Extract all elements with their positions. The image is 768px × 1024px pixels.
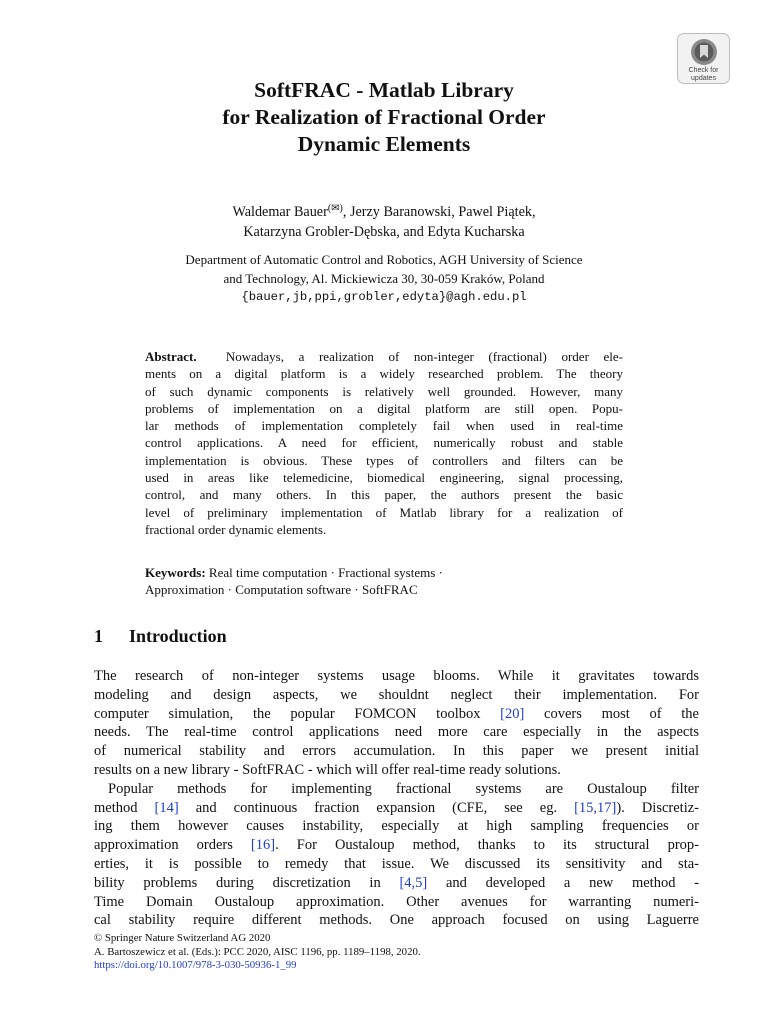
body-line: Popular methods for implementing fractional systems are Oustaloup filter xyxy=(108,780,699,797)
citation-link[interactable]: [14] xyxy=(154,799,179,816)
keywords-line-1: Real time computation · Fractional systems · xyxy=(208,565,443,580)
abstract-line: ments on a digital platform is a widely researched problem. The theory xyxy=(145,366,623,382)
author-line-1 xyxy=(80,199,688,222)
body-line: of numerical stability and errors accumulation. In this paper we present initial xyxy=(94,743,699,760)
body-text-span: . For Oustaloup method, thanks to its structural prop- xyxy=(275,837,699,854)
affiliation-line-1: Department of Automatic Control and Robotics, AGH University of Science xyxy=(185,252,583,267)
abstract-line: control applications. A need for efficient, numerically robust and stable xyxy=(145,435,623,451)
keywords xyxy=(145,564,623,599)
mail-icon: (✉) xyxy=(327,203,343,214)
body-line: ing them however causes instability, especially at high sampling frequencies or xyxy=(94,818,699,835)
citation-link[interactable]: [4,5] xyxy=(399,874,428,891)
body-line: needs. The real-time control applications need more care especially in the aspects xyxy=(94,724,699,741)
footer xyxy=(94,932,421,973)
body-line: results on a new library - SoftFRAC - which will offer real-time ready solutions. xyxy=(94,761,561,778)
abstract-line: of such dynamic components is relatively well grounded. However, many xyxy=(145,383,623,399)
doi-link[interactable]: https://doi.org/10.1007/978-3-030-50936-1_99 xyxy=(94,959,297,971)
citation-info: A. Bartoszewicz et al. (Eds.): PCC 2020, AISC 1196, pp. 1189–1198, 2020. xyxy=(94,945,421,958)
abstract-label: Abstract. xyxy=(145,349,197,364)
body-text-span: and developed a new method - xyxy=(427,874,700,891)
body-line: The research of non-integer systems usage blooms. While it gravitates towards xyxy=(94,668,699,684)
abstract-line xyxy=(145,348,623,365)
body-text-span: computer simulation, the popular FOMCON toolbox xyxy=(94,705,501,722)
abstract-first-line: Nowadays, a realization of non-integer (fractional) order ele- xyxy=(225,349,623,364)
body-text-span: approximation orders xyxy=(94,837,251,854)
citation-link[interactable]: [20] xyxy=(500,705,525,722)
abstract-line: level of preliminary implementation of Matlab library for a realization of xyxy=(145,504,623,520)
body-line xyxy=(94,705,699,724)
affiliation xyxy=(80,251,688,307)
body-line xyxy=(94,836,699,855)
section-title: Introduction xyxy=(129,626,227,646)
author-emails: {bauer,jb,ppi,grobler,edyta}@agh.edu.pl xyxy=(241,290,527,304)
abstract-line: problems of implementation on a digital platform are still open. Popu- xyxy=(145,400,623,416)
citation-link[interactable]: [15,17] xyxy=(574,799,617,816)
citation-link[interactable]: [16] xyxy=(250,837,276,854)
abstract-line: fractional order dynamic elements. xyxy=(145,521,327,537)
keywords-line-2: Approximation · Computation software · SoftFRAC xyxy=(145,582,418,598)
abstract-line: implementation is obvious. These types of controllers and filters can be xyxy=(145,452,623,468)
abstract-line: lar methods of implementation completely fail when used in real-time xyxy=(145,418,623,434)
affiliation-line-2: and Technology, Al. Mickiewicza 30, 30-059 Kraków, Poland xyxy=(223,270,545,286)
keywords-label: Keywords: xyxy=(145,565,206,580)
abstract xyxy=(145,348,623,538)
section-number: 1 xyxy=(94,626,103,646)
first-author: Waldemar Bauer xyxy=(232,204,328,220)
body-line: erties, it is possible to remedy that issue. We discussed its sensitivity and sta- xyxy=(94,855,699,872)
badge-label-line1: Check for xyxy=(688,67,719,74)
body-line: cal stability require different methods. One approach focused on using Laguerre xyxy=(94,912,699,929)
body-text-span: ). Discretiz- xyxy=(616,799,700,816)
title-line-3: Dynamic Elements xyxy=(297,132,471,156)
body-line xyxy=(94,799,699,818)
other-authors-1: , Jerzy Baranowski, Pawel Piątek, xyxy=(342,204,536,220)
copyright-notice: © Springer Nature Switzerland AG 2020 xyxy=(94,932,271,944)
body-text-span: and continuous fraction expansion (CFE, see eg. xyxy=(178,799,575,816)
badge-label-line2: updates xyxy=(691,74,716,82)
body-text-span: method xyxy=(94,799,155,816)
body-text-span: bility problems during discretization in xyxy=(94,874,400,891)
body-line: modeling and design aspects, we shouldnt neglect their implementation. For xyxy=(94,686,699,703)
body-text-span: covers most of the xyxy=(524,705,699,722)
author-list xyxy=(80,199,688,242)
author-line-2: Katarzyna Grobler-Dębska, and Edyta Kucharska xyxy=(243,224,525,240)
section-heading xyxy=(94,626,227,647)
paper-title xyxy=(80,77,688,158)
title-line-1: SoftFRAC - Matlab Library xyxy=(254,78,514,102)
crossmark-bookmark-icon xyxy=(690,38,718,66)
body-line xyxy=(94,874,699,893)
body-line: Time Domain Oustaloup approximation. Other avenues for warranting numeri- xyxy=(94,893,699,910)
body-text xyxy=(94,667,699,930)
abstract-line: control, and many others. In this paper, the authors present the basic xyxy=(145,487,623,503)
title-line-2: for Realization of Fractional Order xyxy=(222,105,546,129)
abstract-line: used in areas like telemedicine, biomedical engineering, signal processing, xyxy=(145,470,623,486)
